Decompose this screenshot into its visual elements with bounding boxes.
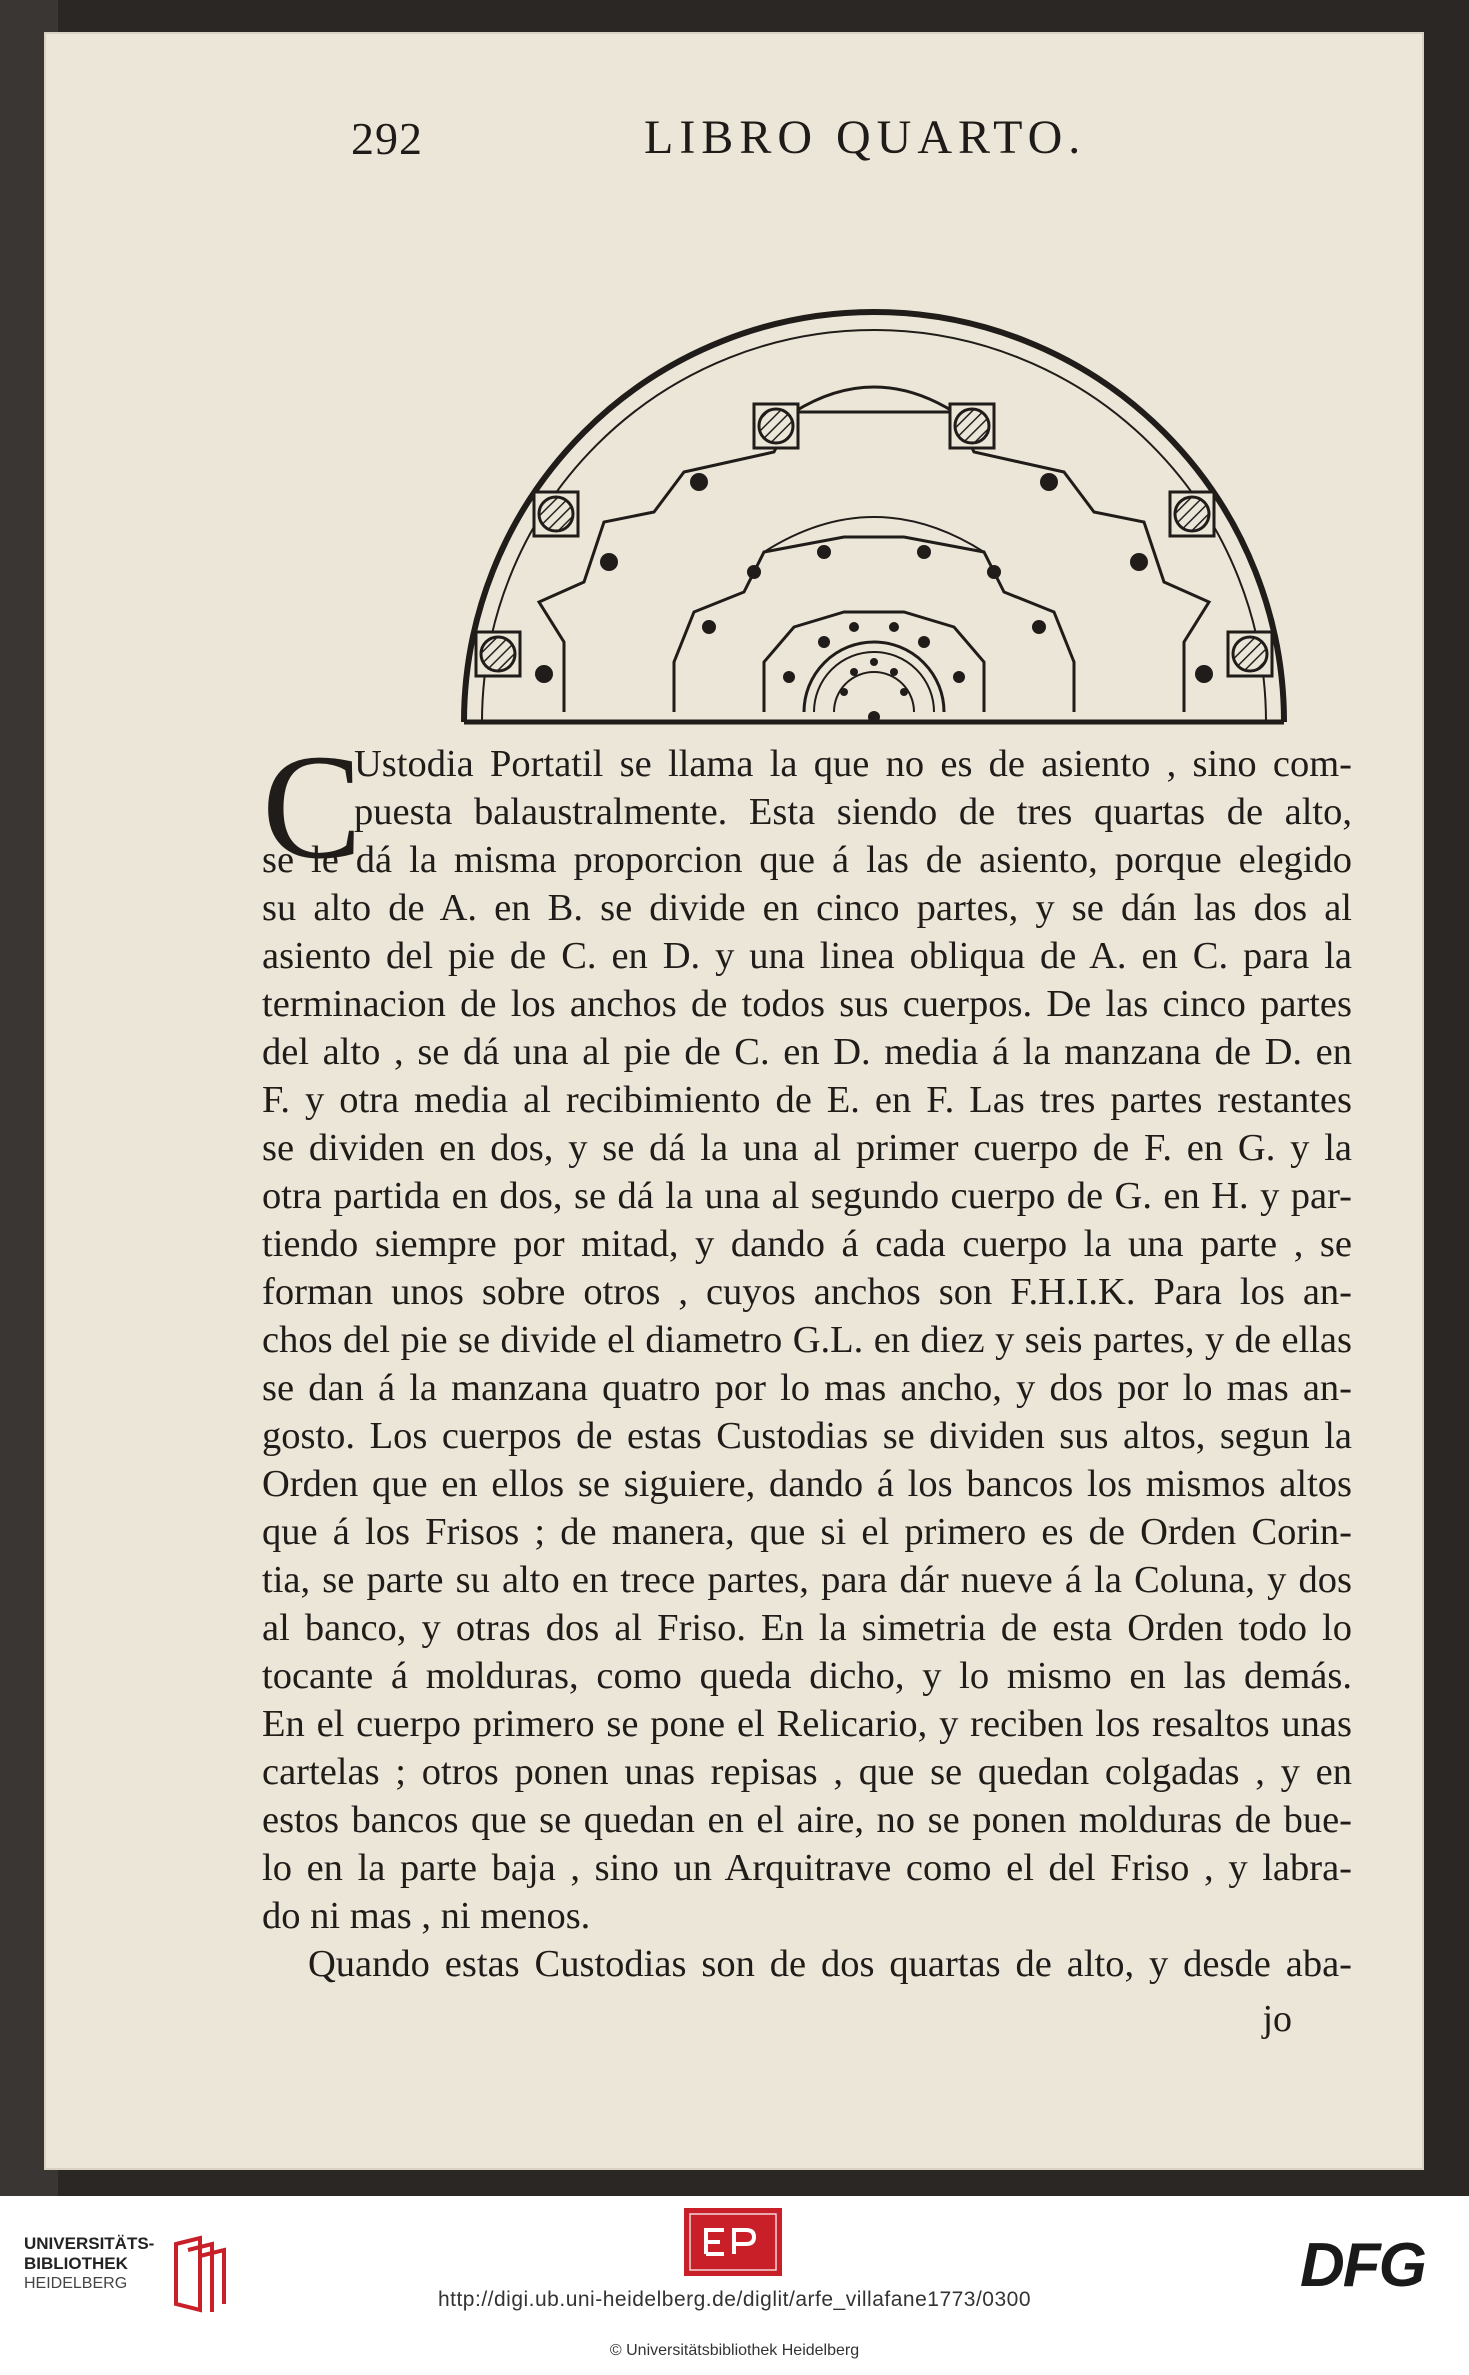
text-line: En el cuerpo primero se pone el Relicario, y reciben los resaltos unas	[262, 1703, 1352, 1745]
text-line: asiento del pie de C. en D. y una linea obliqua de A. en C. para la	[262, 935, 1352, 977]
drop-cap: C	[262, 724, 363, 890]
text-line: se dividen en dos, y se dá la una al primer cuerpo de F. en G. y la	[262, 1127, 1352, 1169]
text-line: Quando estas Custodias son de dos quartas de alto, y desde aba-	[308, 1943, 1352, 1985]
text-line: forman unos sobre otros , cuyos anchos son F.H.I.K. Para los an-	[262, 1271, 1352, 1313]
text-line: tocante á molduras, como queda dicho, y lo mismo en las demás.	[262, 1655, 1352, 1697]
body-text	[262, 724, 1352, 1988]
text-line: puesta balaustralmente. Esta siendo de tres quartas de alto,	[354, 791, 1352, 833]
dfg-logo[interactable]: DFG	[1300, 2231, 1425, 2300]
text-line: del alto , se dá una al pie de C. en D. media á la manzana de D. en	[262, 1031, 1352, 1073]
text-line: do ni mas , ni menos.	[262, 1895, 591, 1937]
text-line: F. y otra media al recibimiento de E. en F. Las tres partes restantes	[262, 1079, 1352, 1121]
text-line: gosto. Los cuerpos de estas Custodias se dividen sus altos, segun la	[262, 1415, 1352, 1457]
text-line: chos del pie se divide el diametro G.L. en diez y seis partes, y de ellas	[262, 1319, 1352, 1361]
epistemes-logo-icon[interactable]	[684, 2208, 782, 2276]
text-line: tia, se parte su alto en trece partes, para dár nueve á la Coluna, y dos	[262, 1559, 1352, 1601]
viewer-footer	[0, 2196, 1469, 2375]
catchword: jo	[1262, 1998, 1292, 2040]
permalink[interactable]: http://digi.ub.uni-heidelberg.de/diglit/arfe_villafane1773/0300	[437, 2288, 1032, 2311]
text-line: al banco, y otras dos al Friso. En la simetria de esta Orden todo lo	[262, 1607, 1352, 1649]
text-line: terminacion de los anchos de todos sus cuerpos. De las cinco partes	[262, 983, 1352, 1025]
library-name-line1: UNIVERSITÄTS-	[24, 2234, 155, 2253]
text-line: estos bancos que se quedan en el aire, no se ponen molduras de bue-	[262, 1799, 1352, 1841]
text-line: lo en la parte baja , sino un Arquitrave como el del Friso , y labra-	[262, 1847, 1352, 1889]
library-name-line2: BIBLIOTHEK	[24, 2254, 128, 2273]
text-line: se dan á la manzana quatro por lo mas ancho, y dos por lo mas an-	[262, 1367, 1352, 1409]
page-header	[44, 84, 1424, 164]
text-line: que á los Frisos ; de manera, que si el primero es de Orden Corin-	[262, 1511, 1352, 1553]
copyright-notice: © Universitätsbibliothek Heidelberg	[609, 2342, 860, 2359]
text-line: otra partida en dos, se dá la una al segundo cuerpo de G. en H. y par-	[262, 1175, 1352, 1217]
text-line: tiendo siempre por mitad, y dando á cada cuerpo la una parte , se	[262, 1223, 1352, 1265]
page-number: 292	[351, 113, 423, 164]
custodia-plan-figure	[444, 282, 1304, 732]
text-line: Orden que en ellos se siguiere, dando á los bancos los mismos altos	[262, 1463, 1352, 1505]
text-line: se le dá la misma proporcion que á las de asiento, porque elegido	[262, 839, 1352, 881]
library-name-line3: HEIDELBERG	[24, 2275, 128, 2292]
text-line: cartelas ; otros ponen unas repisas , que se quedan colgadas , y en	[262, 1751, 1352, 1793]
text-line: Ustodia Portatil se llama la que no es de asiento , sino com-	[354, 743, 1352, 785]
running-title: LIBRO QUARTO.	[644, 111, 1087, 164]
text-line: su alto de A. en B. se divide en cinco partes, y se dán las dos al	[262, 887, 1352, 929]
